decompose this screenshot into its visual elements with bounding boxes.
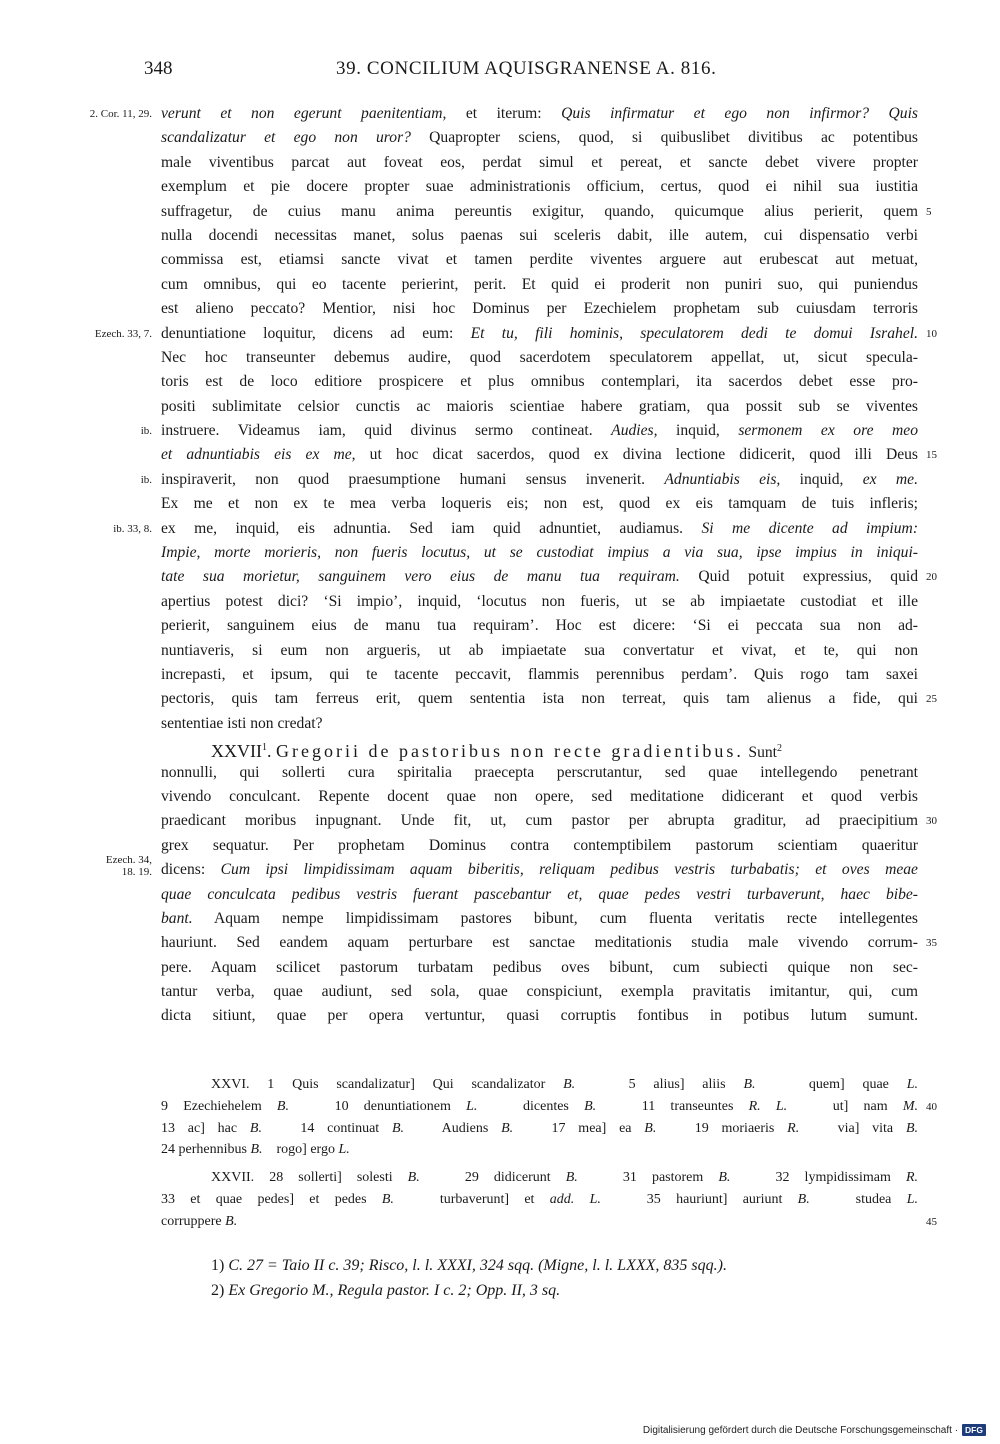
text-line: nulla docendi necessitas manet, solus paenas sui sceleris dabit, ille autem, cui dispensatio verbi [161, 226, 918, 244]
dfg-logo: DFG [962, 1424, 986, 1436]
text-line: dicta sitiunt, quae per opera vertuntur, quasi corruptis fontibus in potibus lutum sumunt. [161, 1007, 918, 1025]
text-line: male viventibus parcat aut foveat eos, perdat simul et pereat, et sancte debet vivere propter [161, 153, 918, 171]
text-line: nuntiaveris, si eum non argueris, ut ab impiaetate sua convertatur et vivat, et te, qui non [161, 641, 918, 659]
line-number: 20 [926, 571, 937, 584]
text-line: denuntiatione loquitur, dicens ad eum: Et tu, fili hominis, speculatorem dedi te domui Israhel. Ezech. 33, 7. 10 [161, 322, 918, 346]
text-line: ex me, inquid, eis adnuntia. Sed iam quid adnuntiet, audiamus. Si me dicente ad impium: ib. 33, 8. [161, 517, 918, 541]
footnote [161, 1278, 918, 1303]
apparatus-line: corruppere B. 45 [161, 1211, 918, 1233]
apparatus-line: 13 ac] hac B. 14 continuat B. Audiens B. 17 mea] ea B. 19 moriaeris R. via] vita B. [161, 1120, 918, 1136]
text-line: suffragetur, de cuius manu anima pereuntis exigitur, quando, quicumque alius perierit, quem 5 [161, 200, 918, 224]
text-line: inspiraverit, non quod praesumptione humani sensus invenerit. Adnuntiabis eis, inquid, ex me. ib. [161, 468, 918, 492]
text-line: Impie, morte morieris, non fueris locutus, ut se custodiat impius a via sua, ipse impius in iniqui- [161, 544, 918, 562]
text-line: sententiae isti non credat? [161, 714, 323, 732]
text-line: apertius potest dici? ‘Si impio’, inquid, ‘locutus non fueris, ut se ab impiaetate custodiat et ille [161, 592, 918, 610]
text-line: exemplum et pie docere propter suae administrationis officium, certus, quod ei nihil sua iustitia [161, 178, 918, 196]
line-number: 5 [926, 205, 932, 218]
apparatus-line: 24 perhennibus B. rogo] ergo L. [161, 1142, 350, 1158]
footnote [161, 1253, 918, 1278]
text-line: toris est de loco editiore prospicere et plus omnibus contemplari, ita sacerdos debet esse pro- [161, 373, 918, 391]
footnote-number: 1) [211, 1257, 229, 1274]
text-line: positi sublimitate celsior cunctis ac maioris scientiae habere gratiam, qua possit sub se viventes [161, 397, 918, 415]
text-line: hauriunt. Sed eandem aquam perturbare est sanctae meditationis studia male vivendo corrum- 35 [161, 931, 918, 955]
text-line: grex sequatur. Per prophetam Dominus contra contemptibilem pastorum scientiam quaeritur [161, 836, 918, 854]
text-line: tantur verba, quae audiunt, sed sola, quae conspiciunt, exempla pravitatis imitantur, qui, cum [161, 983, 918, 1001]
running-title: 39. CONCILIUM AQUISGRANENSE A. 816. [336, 58, 717, 79]
credit-text: Digitalisierung gefördert durch die Deutsche Forschungsgemeinschaft · [642, 1424, 959, 1436]
line-number: 30 [926, 815, 937, 828]
text-line: et adnuntiabis eis ex me, ut hoc dicat sacerdos, quod ex divina lectione didicerit, quod illi Deus 15 [161, 443, 918, 467]
text-line: perierit, sanguinem eius de manu tua requiram’. Hoc est dicere: ‘Si ei peccata sua non ad- [161, 617, 918, 635]
margin-reference: ib. 33, 8. [113, 522, 152, 535]
text-line: verunt et non egerunt paenitentiam, et iterum: Quis infirmatur et ego non infirmor? Quis 2. Cor. 11, 29. [161, 102, 918, 126]
digitization-credit [643, 1424, 986, 1436]
line-number: 35 [926, 937, 937, 950]
line-number: 10 [926, 327, 937, 340]
footnote-text: Ex Gregorio M., Regula pastor. I c. 2; Opp. II, 3 sq. [228, 1282, 561, 1299]
margin-reference: Ezech. 33, 7. [94, 327, 152, 340]
apparatus-line: 9 Ezechiehelem B. 10 denuntiationem L. dicentes B. 11 transeuntes R. L. ut] nam M. 40 [161, 1096, 918, 1118]
chapter-heading: XXVII$^1$. Gregorii de pastoribus non recte gradientibus. Sunt$^2$ [211, 741, 783, 762]
footnotes [161, 1253, 918, 1303]
text-line: est alieno peccato? Mentior, nisi hoc Dominus per Ezechielem prophetam sub cuiusdam terroris [161, 300, 918, 318]
margin-reference: ib. [140, 425, 152, 438]
main-text [89, 102, 937, 1029]
line-number: 45 [926, 1215, 937, 1228]
critical-apparatus [161, 1074, 937, 1233]
page-header [0, 58, 1000, 84]
text-line: Ex me et non ex te mea verba loqueris eis; non est, quod ex eis tamquam de tuis infleris; [161, 495, 918, 513]
footnote-number: 2) [211, 1282, 229, 1299]
text-line: Nec hoc transeunter debemus audire, quod sacerdotem speculatorem appellat, ut, sicut specula- [161, 348, 918, 366]
text-line: dicens: Cum ipsi limpidissimam aquam biberitis, reliquam pedibus vestris turbabatis; et oves meae Ezech. 34, 18. 19. [105, 854, 918, 879]
line-number: 15 [926, 449, 937, 462]
footnote-text: C. 27 = Taio II c. 39; Risco, l. l. XXXI, 324 sqq. (Migne, l. l. LXXX, 835 sqq.). [228, 1257, 727, 1274]
text-line: pectoris, quis tam ferreus erit, quem sententia ista non terreat, quis tam alienus a fide, qui 25 [161, 687, 918, 711]
text-line: bant. Aquam nempe limpidissimam pastores bibunt, cum fluenta veritatis recte intellegentes [161, 909, 918, 927]
text-line: instruere. Videamus iam, quid divinus sermo contineat. Audies, inquid, sermonem ex ore meo ib. [161, 419, 918, 443]
text-line: pere. Aquam scilicet pastorum turbatam pedibus oves bibunt, cum subiecti quique non sec- [161, 958, 918, 976]
text-line: nonnulli, qui sollerti cura spiritalia praecepta perscrutantur, sed quae intellegendo penetrant [161, 763, 918, 781]
text-line: commissa est, etiamsi sancte vivat et tamen perdite viventes arguere aut erubescat aut metuat, [161, 251, 918, 269]
text-line: increpasti, et ipsum, qui te tacente peccavit, flammis perennibus perdam’. Quis rogo tam saxei [161, 665, 918, 683]
margin-reference: 2. Cor. 11, 29. [89, 108, 152, 120]
text-line: vivendo conculcant. Repente docent quae non opere, sed meditatione didicerant et quod verbis [161, 787, 918, 805]
text-line: cum omnibus, qui eo tacente perierint, perit. Et quid ei proderit non puniri suo, qui puniendus [161, 275, 918, 293]
text-line: scandalizatur et ego non uror? Quapropter sciens, quod, si quibuslibet divitibus ac potentibus [161, 129, 918, 147]
line-number: 25 [926, 693, 937, 706]
page-number: 348 [144, 58, 173, 79]
text-line: tate sua morietur, sanguinem vero eius de manu tua requiram. Quid potuit expressius, quid 20 [161, 565, 918, 589]
text-line: quae conculcata pedibus vestris fuerant pascebantur et, quae pedes vestri turbaverunt, haec bibe- [161, 885, 918, 903]
margin-reference: Ezech. 34, 18. 19. [105, 854, 152, 879]
apparatus-line: 33 et quae pedes] et pedes B. turbaverunt] et add. L. 35 hauriunt] auriunt B. studea L. [161, 1191, 918, 1207]
apparatus-line: XXVII. 28 sollerti] solesti B. 29 didicerunt B. 31 pastorem B. 32 lympidissimam R. [211, 1170, 918, 1186]
text-line: praedicant moribus inpugnant. Unde fit, ut, cum pastor per abrupta graditur, ad praecipitium 30 [161, 809, 918, 833]
line-number: 40 [926, 1100, 937, 1113]
apparatus-line: XXVI. 1 Quis scandalizatur] Qui scandalizator B. 5 alius] aliis B. quem] quae L. [211, 1077, 918, 1092]
margin-reference: ib. [140, 473, 152, 486]
